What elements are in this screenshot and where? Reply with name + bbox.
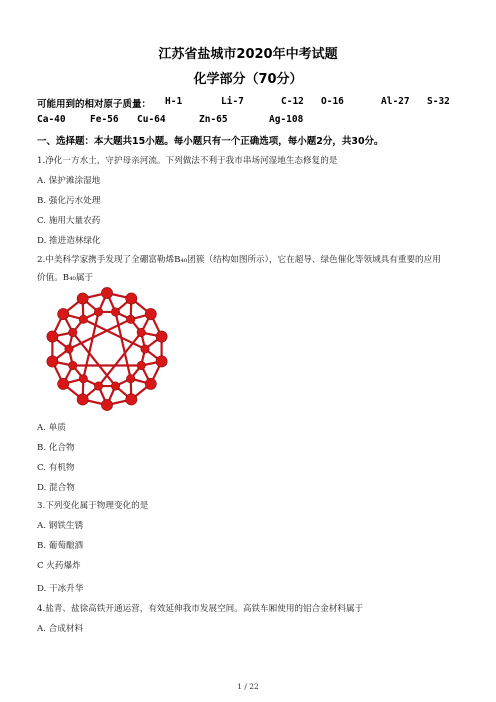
atomic-mass-row-1 <box>37 96 477 108</box>
atomic-mass-item: H-1 <box>165 96 183 107</box>
question-3-option-c: C 火药爆炸 <box>37 561 81 571</box>
boron-atom <box>69 361 77 369</box>
boron-atom <box>101 287 112 298</box>
question-4-option-a: A. 合成材料 <box>37 624 84 634</box>
boron-atom <box>156 331 167 342</box>
question-3-option-d: D. 干冰升华 <box>37 584 84 594</box>
question-3-option-a: A. 钢铁生锈 <box>37 521 84 531</box>
boron-atom <box>137 328 145 336</box>
atomic-mass-item: Al-27 <box>381 96 410 107</box>
atomic-mass-item: Zn-65 <box>199 114 228 125</box>
question-2-option-a: A. 单质 <box>37 423 66 433</box>
boron-atom <box>47 331 58 342</box>
boron-atom <box>94 382 102 390</box>
boron-atom <box>137 361 145 369</box>
page-number: 1 / 22 <box>237 682 259 691</box>
question-2-stem-line-1: 2.中美科学家携手发现了全硼富勒烯B₄₀团簇（结构如图所示），它在超导、绿色催化等领域具有重要的应用 <box>37 255 441 265</box>
atomic-mass-item: O-16 <box>321 96 344 107</box>
boron-atom <box>111 308 119 316</box>
atomic-mass-item: Fe-56 <box>90 114 119 125</box>
boron-atom <box>101 399 112 410</box>
boron-atom <box>126 394 137 405</box>
question-4-stem: 4.盐青、盐徐高铁开通运营，有效延伸我市发展空间。高铁车厢使用的铝合金材料属于 <box>37 604 364 614</box>
atomic-mass-item: C-12 <box>281 96 304 107</box>
page-subtitle: 化学部分（70分） <box>193 72 303 87</box>
b40-cluster-structure-image <box>44 286 170 412</box>
boron-atom <box>79 315 87 323</box>
question-1-option-a: A. 保护滩涂湿地 <box>37 176 101 186</box>
atomic-mass-label: 可能用到的相对原子质量： <box>37 99 152 110</box>
question-2-option-d: D. 混合物 <box>37 483 75 493</box>
atomic-mass-item: Cu-64 <box>137 114 166 125</box>
question-1-stem: 1.净化一方水土，守护母亲河流。下列做法不利于我市串场河湿地生态修复的是 <box>37 156 338 166</box>
atomic-mass-item: Li-7 <box>221 96 244 107</box>
page-title: 江苏省盐城市2020年中考试题 <box>158 47 338 62</box>
boron-atom <box>126 375 134 383</box>
question-3-option-b: B. 葡萄酿酒 <box>37 541 84 551</box>
atomic-mass-item: S-32 <box>427 96 450 107</box>
question-2-option-c: C. 有机物 <box>37 463 75 473</box>
section-heading: 一、选择题：本大题共15小题。每小题只有一个正确选项，每小题2分，共30分。 <box>37 136 384 147</box>
boron-atom <box>126 315 134 323</box>
boron-atom <box>126 293 137 304</box>
boron-atom <box>145 308 156 319</box>
boron-atom <box>79 375 87 383</box>
question-2-option-b: B. 化合物 <box>37 443 75 453</box>
question-3-stem: 3.下列变化属于物理变化的是 <box>37 501 149 511</box>
boron-atom <box>141 345 149 353</box>
boron-atom <box>94 308 102 316</box>
question-1-option-b: B. 强化污水处理 <box>37 196 101 206</box>
boron-atom <box>77 394 88 405</box>
atomic-mass-item: Ag-108 <box>269 114 304 125</box>
boron-atom <box>47 356 58 367</box>
boron-atom <box>69 328 77 336</box>
question-1-option-c: C. 施用大量农药 <box>37 216 101 226</box>
boron-atom <box>65 345 73 353</box>
question-1-option-d: D. 推进造林绿化 <box>37 236 101 246</box>
atomic-mass-row-2 <box>37 114 477 126</box>
boron-atom <box>111 382 119 390</box>
boron-atom <box>156 356 167 367</box>
boron-atom <box>58 308 69 319</box>
atomic-mass-item: Ca-40 <box>37 114 66 125</box>
boron-atom <box>58 378 69 389</box>
question-2-stem-line-2: 价值。B₄₀属于 <box>37 273 94 283</box>
boron-atom <box>145 378 156 389</box>
boron-atom <box>77 293 88 304</box>
